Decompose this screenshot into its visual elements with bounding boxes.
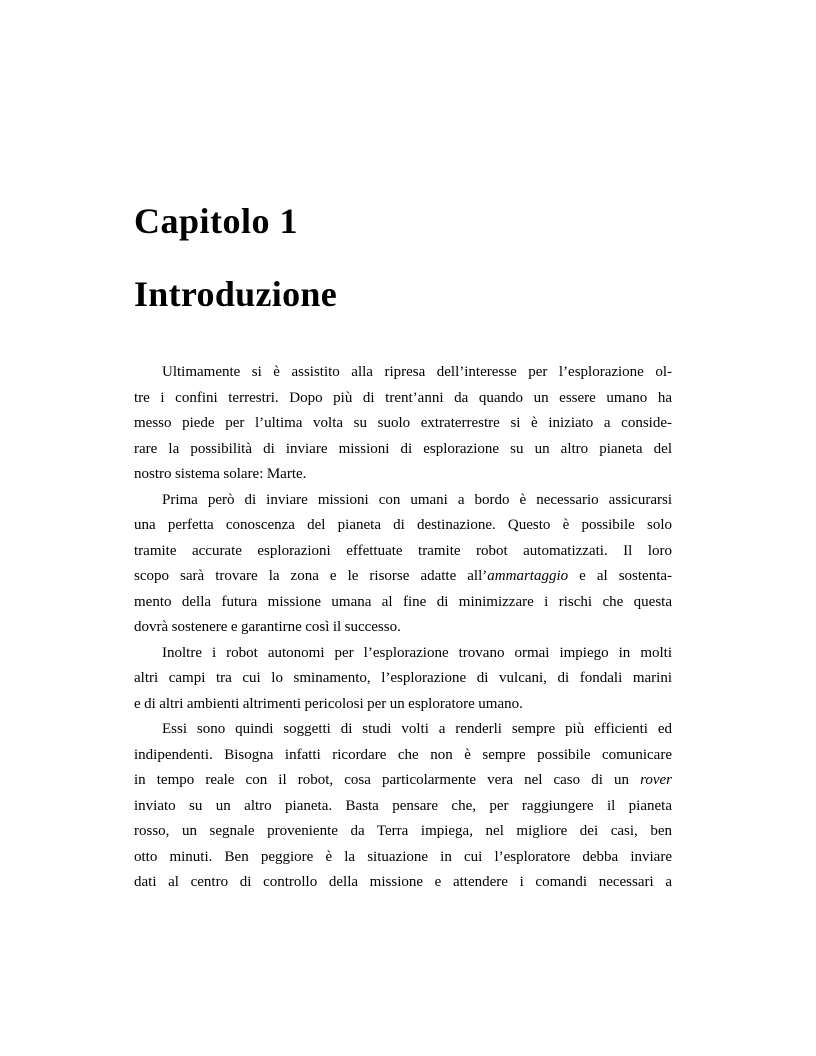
text-line	[134, 360, 672, 386]
text-segment: dovrà sostenere e garantirne così il successo.	[134, 619, 401, 635]
chapter-title-heading: Introduzione	[134, 274, 337, 314]
chapter-number-heading: Capitolo 1	[134, 201, 299, 241]
text-segment: tramite accurate esplorazioni effettuate tramite robot automatizzati. Il loro	[134, 542, 672, 559]
text-segment: in tempo reale con il robot, cosa particolarmente vera nel caso di un	[134, 772, 641, 788]
text-line	[134, 692, 672, 718]
text-line	[134, 590, 672, 616]
text-segment: Ultimamente si è assistito alla ripresa dell’interesse per l’esplorazione ol-	[162, 364, 672, 380]
text-line	[134, 743, 672, 769]
text-line	[134, 641, 672, 667]
emphasized-text: rover	[640, 772, 672, 788]
text-line	[134, 539, 672, 565]
text-segment: otto minuti. Ben peggiore è la situazione in cui l’esploratore debba inviare	[134, 848, 672, 865]
text-segment: rare la possibilità di inviare missioni di esplorazione su un altro pianeta del	[134, 440, 672, 457]
text-line	[134, 462, 672, 488]
text-segment: inviato su un altro pianeta. Basta pensare che, per raggiungere il pianeta	[134, 797, 672, 814]
text-segment: rosso, un segnale proveniente da Terra impiega, nel migliore dei casi, ben	[134, 823, 672, 839]
text-line	[134, 717, 672, 743]
text-line	[134, 437, 672, 463]
text-segment: altri campi tra cui lo sminamento, l’esplorazione di vulcani, di fondali marini	[134, 670, 672, 686]
text-line	[134, 488, 672, 514]
text-line	[134, 615, 672, 641]
text-line	[134, 794, 672, 820]
text-segment: e al sostenta-	[568, 568, 672, 584]
text-line	[134, 411, 672, 437]
text-line	[134, 386, 672, 412]
text-segment: nostro sistema solare: Marte.	[134, 466, 307, 482]
text-segment: dati al centro di controllo della missione e attendere i comandi necessari a	[134, 874, 672, 890]
text-line	[134, 845, 672, 871]
text-segment: mento della futura missione umana al fine di minimizzare i rischi che questa	[134, 593, 672, 610]
text-segment: messo piede per l’ultima volta su suolo extraterrestre si è iniziato a conside-	[134, 415, 672, 431]
text-segment: e di altri ambienti altrimenti pericolosi per un esploratore umano.	[134, 695, 523, 712]
text-segment: scopo sarà trovare la zona e le risorse adatte all’	[134, 568, 488, 584]
text-line	[134, 819, 672, 845]
text-line	[134, 768, 672, 794]
text-line	[134, 666, 672, 692]
text-line	[134, 564, 672, 590]
emphasized-text: ammartaggio	[487, 568, 569, 584]
text-line	[134, 870, 672, 896]
text-segment: Inoltre i robot autonomi per l’esplorazione trovano ormai impiego in molti	[162, 644, 672, 661]
text-segment: Prima però di inviare missioni con umani a bordo è necessario assicurarsi	[162, 491, 672, 508]
text-line	[134, 513, 672, 539]
text-segment: Essi sono quindi soggetti di studi volti a renderli sempre più efficienti ed	[162, 721, 672, 737]
text-segment: indipendenti. Bisogna infatti ricordare che non è sempre possibile comunicare	[134, 746, 672, 763]
text-segment: tre i confini terrestri. Dopo più di trent’anni da quando un essere umano ha	[134, 389, 672, 406]
text-segment: una perfetta conoscenza del pianeta di destinazione. Questo è possibile solo	[134, 517, 672, 533]
body-text	[134, 360, 672, 896]
